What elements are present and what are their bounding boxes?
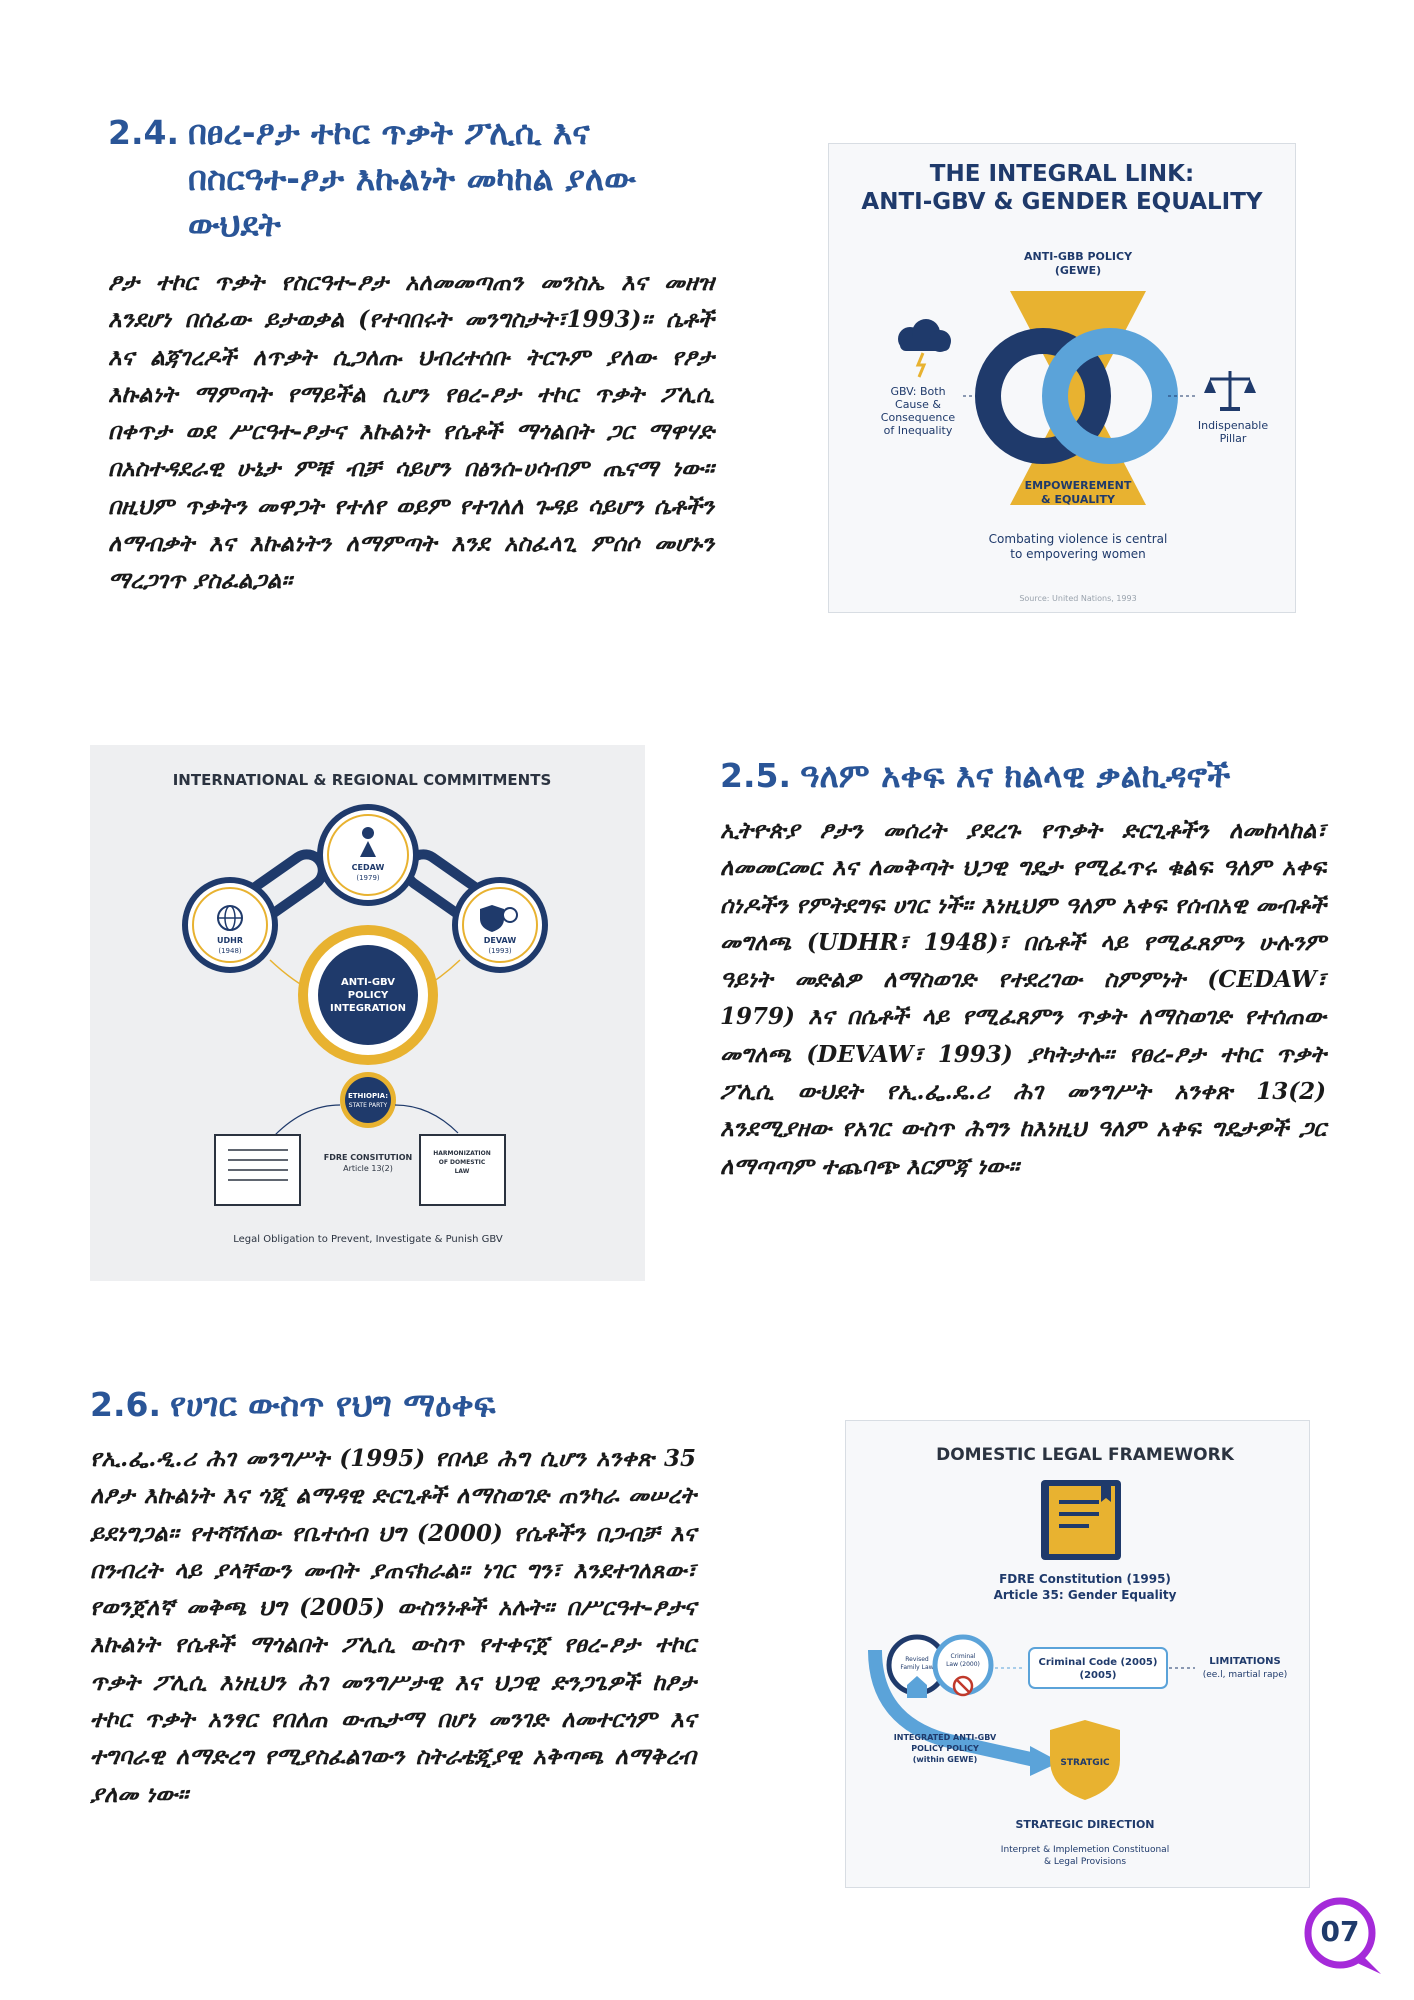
- policy-label-sub: (GEWE): [1054, 264, 1102, 277]
- policy-label-1: INTEGRATED ANTI-GBV: [893, 1733, 997, 1742]
- ethiopia-seal-icon: [340, 1072, 396, 1128]
- section-2-4-heading: [108, 110, 728, 248]
- commitments-figure: [90, 745, 645, 1281]
- center-label-2: POLICY: [347, 990, 389, 1001]
- section-2-6-body: የኢ.ፌ.ዲ.ሪ ሕገ መንግሥት (1995) የበላይ ሕግ ሲሆን አንቀጽ 35 ለፆታ እኩልነት እና ጎጂ ልማዳዊ ድርጊቶች ለማስወገድ ጠንካራ መሠረት ይደነግጋል። የተሻሻለው የቤተሰብ ህግ (2000) የሴቶችን በጋብቻ እና በንብረት ላይ ያላቸውን መብት ያጠናክራል። ነገር ግን፣ እንደተገለጸው፣ የወንጀለኛ መቅጫ ህግ (2005) ውስንነቶች አሉት። በሥርዓተ-ፆታና እኩልነት የሴቶች ማጎልበት ፖሊሲ ውስጥ የተቀናጀ የፀረ-ፆታ ተኮር ጥቃት ፖሊሲ እነዚህን ሕገ መንግሥታዊ እና ህጋዊ ድንጋጌዎች ከፆታ ተኮር ጥቃት አንፃር የበለጠ ውጤታማ በሆነ መንገድ ለመተርጎም እና ተግባራዊ ለማድረግ የሚያስፈልገውን ስትራቴጂያዊ አቅጣጫ ለማቅረብ ያለመ ነው።: [90, 1445, 696, 1808]
- prohibited-icon: [954, 1677, 972, 1695]
- scroll-document-icon: [215, 1135, 300, 1205]
- udhr-year: (1948): [218, 947, 242, 955]
- udhr-label: UDHR: [217, 936, 243, 945]
- commitments-title: INTERNATIONAL & REGIONAL COMMITMENTS: [172, 771, 552, 789]
- limitations-label: LIMITATIONS: [1209, 1656, 1281, 1667]
- section-title: ዓለም አቀፍ እና ክልላዊ ቃልኪዳኖች: [800, 756, 1231, 795]
- policy-label-2: POLICY POLICY: [911, 1744, 979, 1753]
- limitations-note: (ee.l, martial rape): [1202, 1670, 1288, 1680]
- commitments-caption: Legal Obligation to Prevent, Investigate & Punish GBV: [233, 1234, 503, 1245]
- commitments-graphic: [90, 745, 645, 1281]
- center-label-3: INTEGRATION: [329, 1003, 407, 1014]
- left-label-2: Cause &: [895, 398, 941, 411]
- left-label-4: of Inequality: [883, 424, 953, 437]
- udhr-node: [185, 880, 275, 970]
- ethiopia-label-2: STATE PARTY: [348, 1102, 388, 1109]
- section-2-6-heading: [90, 1382, 710, 1428]
- criminal-label-1: Criminal: [950, 1653, 976, 1660]
- harmonization-label-2: OF DOMESTIC: [438, 1159, 486, 1166]
- bottom-label-2: & EQUALITY: [1041, 493, 1115, 506]
- figure-title-line-2: ANTI-GBV & GENDER EQUALITY: [861, 189, 1263, 215]
- family-label-1: Revised: [905, 1656, 929, 1663]
- caption-1: Combating violence is central: [988, 532, 1168, 546]
- shield-label: STRATGIC: [1060, 1758, 1110, 1768]
- integral-link-figure: [828, 143, 1296, 613]
- page-number: 07: [1320, 1915, 1360, 1948]
- section-2-5-heading: [720, 753, 1340, 799]
- page-number-badge: [1303, 1896, 1383, 1976]
- section-number: 2.5.: [720, 756, 791, 795]
- figure-title-line-1: THE INTEGRAL LINK:: [929, 161, 1195, 187]
- direction-label: STRATEGIC DIRECTION: [1015, 1818, 1155, 1831]
- fdre-label-2: Article 13(2): [343, 1164, 393, 1173]
- section-title: የሀገር ውስጥ የህግ ማዕቀፍ: [170, 1385, 496, 1424]
- code-label-1: Criminal Code (2005): [1038, 1657, 1158, 1668]
- source-note: Source: United Nations, 1993: [1019, 594, 1137, 603]
- left-label-1: GBV: Both: [890, 385, 946, 398]
- bottom-label-1: EMPOWEREMENT: [1024, 479, 1132, 492]
- section-title: በፀረ-ፆታ ተኮር ጥቃት ፖሊሲ እና በስርዓተ-ፆታ እኩልነት መካከል ያለው ውህደት: [188, 113, 636, 244]
- harmonization-label-3: LAW: [454, 1168, 470, 1175]
- integral-link-graphic: [828, 143, 1296, 613]
- constitution-label-2: Article 35: Gender Equality: [993, 1588, 1177, 1602]
- policy-label-3: (within GEWE): [912, 1755, 978, 1764]
- code-label-2: (2005): [1079, 1670, 1117, 1681]
- domestic-framework-graphic: [845, 1420, 1310, 1888]
- policy-label: ANTI-GBB POLICY: [1023, 250, 1133, 263]
- harmonization-label-1: HARMONIZATION: [433, 1150, 491, 1157]
- criminal-code-box: [1029, 1648, 1167, 1688]
- right-label-2: Pillar: [1219, 432, 1247, 445]
- caption-2: to empovering women: [1010, 547, 1146, 561]
- domestic-caption-1: Interpret & Implemetion Constituonal: [1000, 1845, 1170, 1855]
- domestic-framework-figure: [845, 1420, 1310, 1888]
- book-icon: [1041, 1480, 1121, 1560]
- devaw-label: DEVAW: [483, 936, 517, 945]
- domestic-caption-2: & Legal Provisions: [1043, 1857, 1127, 1867]
- cedaw-year: (1979): [356, 874, 380, 882]
- left-label-3: Consequence: [880, 411, 956, 424]
- criminal-label-2: Law (2000): [946, 1661, 980, 1668]
- section-number: 2.4.: [108, 113, 179, 152]
- family-label-2: Family Law: [900, 1664, 934, 1671]
- fdre-label-1: FDRE CONSITUTION: [323, 1153, 413, 1162]
- cedaw-label: CEDAW: [351, 863, 385, 872]
- devaw-year: (1993): [488, 947, 512, 955]
- ethiopia-label-1: ETHIOPIA:: [347, 1092, 389, 1100]
- section-number: 2.6.: [90, 1385, 161, 1424]
- center-label-1: ANTI-GBV: [341, 977, 395, 988]
- right-label-1: Indispenable: [1197, 419, 1269, 432]
- domestic-title: DOMESTIC LEGAL FRAMEWORK: [936, 1445, 1234, 1465]
- section-2-4-body: ፆታ ተኮር ጥቃት የስርዓተ-ፆታ አለመመጣጠን መንስኤ እና መዘዝ እንደሆነ በሰፊው ይታወቃል (የተባበሩት መንግስታት፣1993)። ሴቶች እና ልጃገረዶች ለጥቃት ሲጋለጡ ህብረተሰቡ ትርጉም ያለው የፆታ እኩልነት ማምጣት የማይችል ሲሆን የፀረ-ፆታ ተኮር ጥቃት ፖሊሲ በቀጥታ ወደ ሥርዓተ-ፆታና እኩልነት የሴቶች ማጎልበት ጋር ማዋሃድ በአስተዳደራዊ ሁኔታ ምቹ ብቻ ሳይሆን በፅንሰ-ሀሳብም ጤናማ ነው። በዚህም ጥቃትን መዋጋት የተለየ ወይም የተገለለ ጉዳይ ሳይሆን ሴቶችን ለማብቃት እና እኩልነትን ለማምጣት እንደ አስፈላጊ ምሰሶ መሆኑን ማረጋገጥ ያስፈልጋል።: [108, 269, 714, 595]
- constitution-label-1: FDRE Constitution (1995): [999, 1572, 1171, 1586]
- section-2-5-body: ኢትዮጵያ ፆታን መሰረት ያደረጉ የጥቃት ድርጊቶችን ለመከላከል፣ ለመመርመር እና ለመቅጣት ህጋዊ ግዴታ የሚፈጥሩ ቁልፍ ዓለም አቀፍ ሰነዶችን የምትደግፍ ሀገር ነች። እነዚህም ዓለም አቀፍ የሰብአዊ መብቶች መግለጫ (UDHR፣ 1948)፣ በሴቶች ላይ የሚፈጸምን ሁሉንም ዓይነት መድልዎ ለማስወገድ የተደረገው ስምምነት (CEDAW፣ 1979) እና በሴቶች ላይ የሚፈጸምን ጥቃት ለማስወገድ የተሰጠው መግለጫ (DEVAW፣ 1993) ያካትታሉ። የፀረ-ፆታ ተኮር ጥቃት ፖሊሲ ውህደት የኢ.ፌ.ዴ.ሪ ሕገ መንግሥት አንቀጽ 13(2) እንደሚያዘው የአገር ውስጥ ሕግን ከእነዚህ ዓለም አቀፍ ግዴታዎች ጋር ለማጣጣም ተጨባጭ እርምጃ ነው።: [720, 817, 1326, 1180]
